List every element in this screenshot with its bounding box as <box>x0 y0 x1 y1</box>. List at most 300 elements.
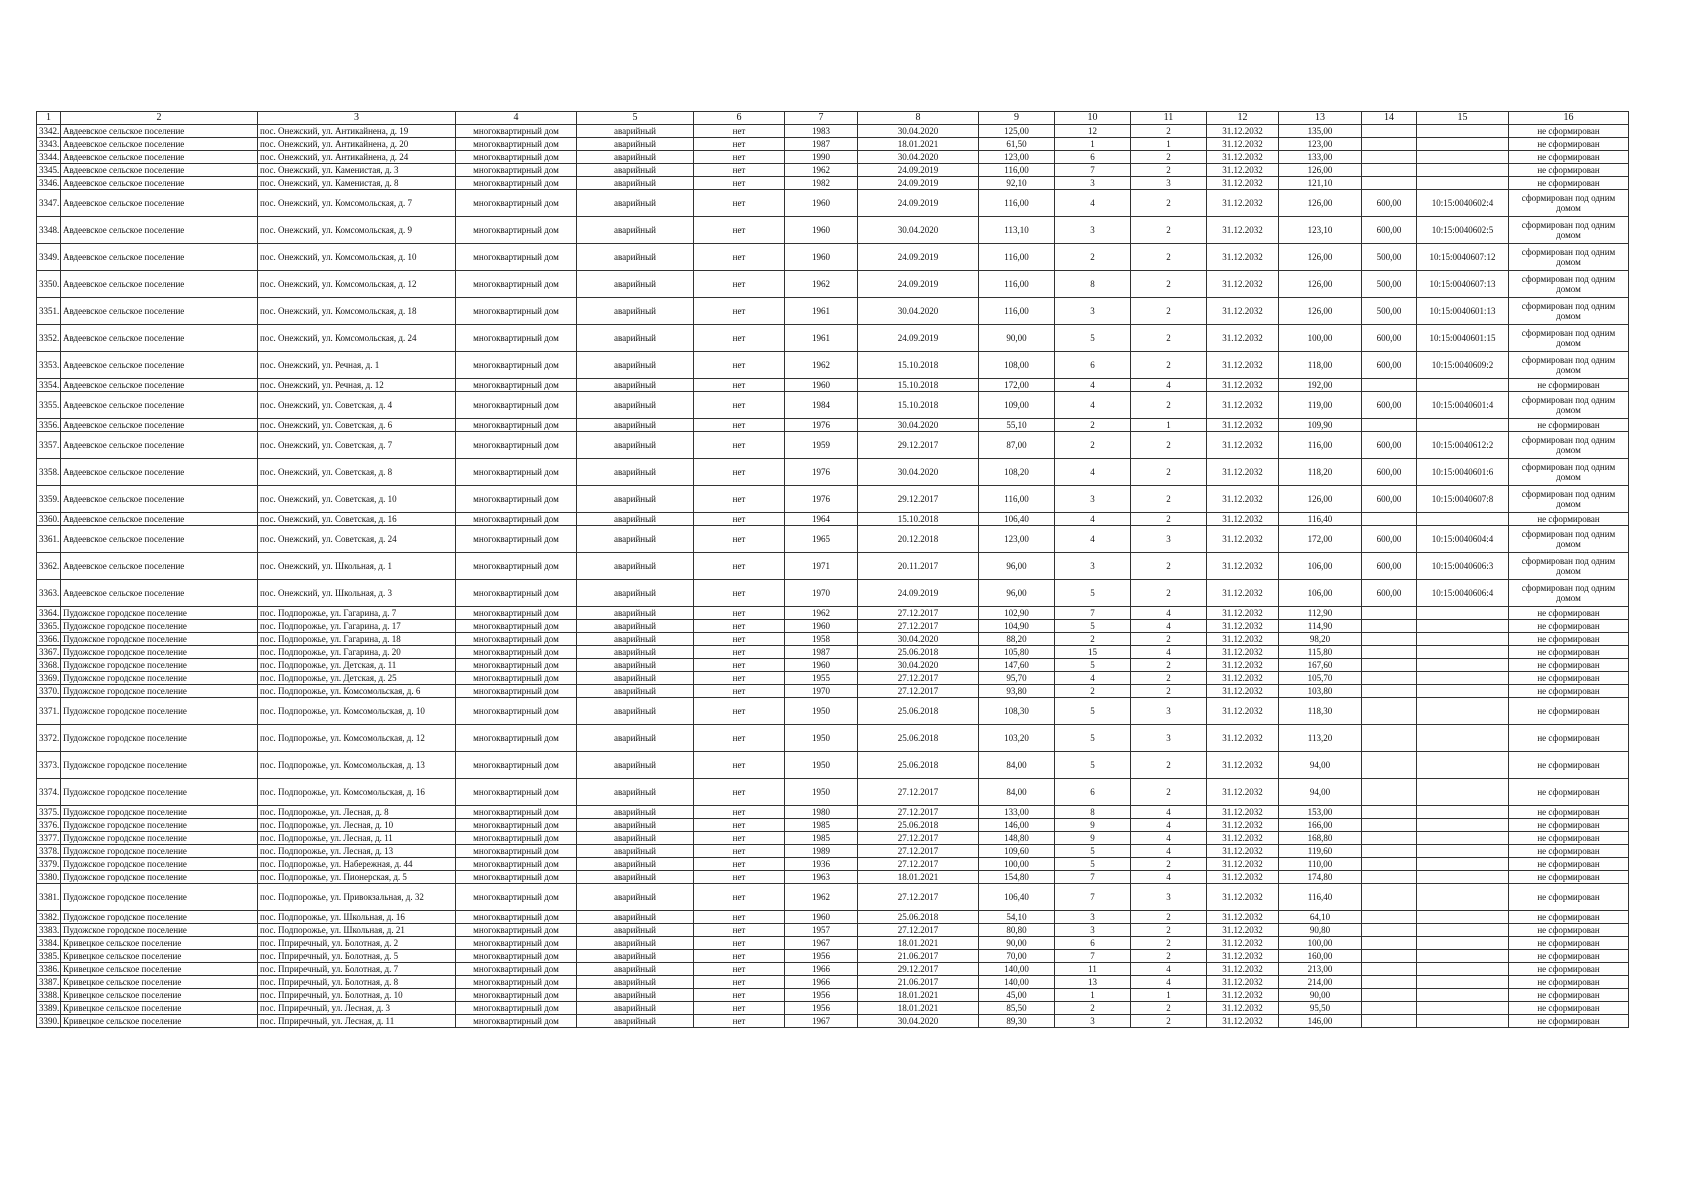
row-number-cell: 3349. <box>37 244 61 271</box>
cadastral-number-cell <box>1417 806 1509 819</box>
year-built-cell: 1985 <box>785 819 858 832</box>
year-built-cell: 1957 <box>785 924 858 937</box>
address-cell: пос. Онежский, ул. Комсомольская, д. 12 <box>258 271 456 298</box>
row-number-cell: 3388. <box>37 989 61 1002</box>
deadline-cell: 31.12.2032 <box>1207 989 1279 1002</box>
building-type-cell: многоквартирный дом <box>456 646 577 659</box>
row-number-cell: 3381. <box>37 884 61 911</box>
land-area-cell: 600,00 <box>1362 217 1417 244</box>
total-area-cell: 100,00 <box>1279 325 1362 352</box>
land-area-cell: 500,00 <box>1362 244 1417 271</box>
flag-cell: нет <box>694 190 785 217</box>
year-built-cell: 1963 <box>785 871 858 884</box>
decision-date-cell: 27.12.2017 <box>858 779 979 806</box>
cadastral-number-cell <box>1417 911 1509 924</box>
decision-date-cell: 30.04.2020 <box>858 459 979 486</box>
apartments-cell: 2 <box>1131 1002 1207 1015</box>
land-status-cell: сформирован под одним домом <box>1509 459 1629 486</box>
building-type-cell: многоквартирный дом <box>456 151 577 164</box>
table-row <box>37 271 1629 298</box>
address-cell: пос. Подпорожье, ул. Комсомольская, д. 12 <box>258 725 456 752</box>
row-number-cell: 3377. <box>37 832 61 845</box>
building-type-cell: многоквартирный дом <box>456 271 577 298</box>
decision-date-cell: 25.06.2018 <box>858 911 979 924</box>
building-type-cell: многоквартирный дом <box>456 752 577 779</box>
cadastral-number-cell <box>1417 963 1509 976</box>
total-area-cell: 90,80 <box>1279 924 1362 937</box>
residents-cell: 4 <box>1055 459 1131 486</box>
land-status-cell: не сформирован <box>1509 845 1629 858</box>
apartments-cell: 4 <box>1131 607 1207 620</box>
table-row <box>37 125 1629 138</box>
total-area-cell: 160,00 <box>1279 950 1362 963</box>
decision-date-cell: 21.06.2017 <box>858 976 979 989</box>
apartments-cell: 3 <box>1131 698 1207 725</box>
residents-cell: 5 <box>1055 580 1131 607</box>
apartments-cell: 3 <box>1131 725 1207 752</box>
settlement-cell: Пудожское городское поселение <box>61 607 258 620</box>
address-cell: пос. Онежский, ул. Советская, д. 24 <box>258 526 456 553</box>
land-status-cell: не сформирован <box>1509 513 1629 526</box>
deadline-cell: 31.12.2032 <box>1207 138 1279 151</box>
settlement-cell: Авдеевское сельское поселение <box>61 298 258 325</box>
column-header-3: 3 <box>258 112 456 125</box>
building-type-cell: многоквартирный дом <box>456 1015 577 1028</box>
total-area-cell: 109,90 <box>1279 419 1362 432</box>
year-built-cell: 1985 <box>785 832 858 845</box>
settlement-cell: Авдеевское сельское поселение <box>61 419 258 432</box>
cadastral-number-cell <box>1417 659 1509 672</box>
flag-cell: нет <box>694 871 785 884</box>
land-status-cell: сформирован под одним домом <box>1509 190 1629 217</box>
column-header-12: 12 <box>1207 112 1279 125</box>
land-area-cell <box>1362 779 1417 806</box>
flag-cell: нет <box>694 325 785 352</box>
decision-date-cell: 27.12.2017 <box>858 845 979 858</box>
land-status-cell: не сформирован <box>1509 685 1629 698</box>
row-number-cell: 3386. <box>37 963 61 976</box>
land-status-cell: сформирован под одним домом <box>1509 298 1629 325</box>
settlement-cell: Пудожское городское поселение <box>61 832 258 845</box>
condition-cell: аварийный <box>577 832 694 845</box>
year-built-cell: 1987 <box>785 646 858 659</box>
decision-date-cell: 18.01.2021 <box>858 138 979 151</box>
year-built-cell: 1960 <box>785 190 858 217</box>
year-built-cell: 1961 <box>785 325 858 352</box>
area-cell: 147,60 <box>979 659 1055 672</box>
deadline-cell: 31.12.2032 <box>1207 190 1279 217</box>
flag-cell: нет <box>694 526 785 553</box>
land-area-cell <box>1362 950 1417 963</box>
land-area-cell: 600,00 <box>1362 190 1417 217</box>
condition-cell: аварийный <box>577 659 694 672</box>
deadline-cell: 31.12.2032 <box>1207 725 1279 752</box>
housing-register-table <box>36 111 1629 1028</box>
row-number-cell: 3378. <box>37 845 61 858</box>
land-area-cell <box>1362 379 1417 392</box>
year-built-cell: 1956 <box>785 950 858 963</box>
cadastral-number-cell <box>1417 845 1509 858</box>
land-area-cell <box>1362 607 1417 620</box>
apartments-cell: 2 <box>1131 352 1207 379</box>
land-status-cell: сформирован под одним домом <box>1509 526 1629 553</box>
building-type-cell: многоквартирный дом <box>456 620 577 633</box>
total-area-cell: 214,00 <box>1279 976 1362 989</box>
apartments-cell: 2 <box>1131 937 1207 950</box>
row-number-cell: 3350. <box>37 271 61 298</box>
area-cell: 54,10 <box>979 911 1055 924</box>
column-header-15: 15 <box>1417 112 1509 125</box>
cadastral-number-cell <box>1417 989 1509 1002</box>
residents-cell: 2 <box>1055 685 1131 698</box>
row-number-cell: 3366. <box>37 633 61 646</box>
deadline-cell: 31.12.2032 <box>1207 685 1279 698</box>
total-area-cell: 126,00 <box>1279 486 1362 513</box>
flag-cell: нет <box>694 580 785 607</box>
apartments-cell: 1 <box>1131 989 1207 1002</box>
condition-cell: аварийный <box>577 884 694 911</box>
decision-date-cell: 30.04.2020 <box>858 217 979 244</box>
land-area-cell <box>1362 858 1417 871</box>
land-area-cell <box>1362 845 1417 858</box>
settlement-cell: Кривецкое сельское поселение <box>61 1015 258 1028</box>
residents-cell: 5 <box>1055 325 1131 352</box>
cadastral-number-cell <box>1417 752 1509 779</box>
table-row <box>37 392 1629 419</box>
condition-cell: аварийный <box>577 432 694 459</box>
apartments-cell: 3 <box>1131 526 1207 553</box>
deadline-cell: 31.12.2032 <box>1207 1002 1279 1015</box>
decision-date-cell: 30.04.2020 <box>858 1015 979 1028</box>
deadline-cell: 31.12.2032 <box>1207 298 1279 325</box>
deadline-cell: 31.12.2032 <box>1207 779 1279 806</box>
decision-date-cell: 24.09.2019 <box>858 580 979 607</box>
cadastral-number-cell <box>1417 419 1509 432</box>
deadline-cell: 31.12.2032 <box>1207 151 1279 164</box>
year-built-cell: 1950 <box>785 752 858 779</box>
apartments-cell: 3 <box>1131 884 1207 911</box>
column-header-5: 5 <box>577 112 694 125</box>
year-built-cell: 1984 <box>785 392 858 419</box>
area-cell: 95,70 <box>979 672 1055 685</box>
settlement-cell: Авдеевское сельское поселение <box>61 352 258 379</box>
settlement-cell: Авдеевское сельское поселение <box>61 190 258 217</box>
land-status-cell: не сформирован <box>1509 151 1629 164</box>
flag-cell: нет <box>694 486 785 513</box>
building-type-cell: многоквартирный дом <box>456 806 577 819</box>
deadline-cell: 31.12.2032 <box>1207 884 1279 911</box>
building-type-cell: многоквартирный дом <box>456 392 577 419</box>
land-area-cell <box>1362 911 1417 924</box>
column-header-1: 1 <box>37 112 61 125</box>
year-built-cell: 1967 <box>785 1015 858 1028</box>
year-built-cell: 1966 <box>785 963 858 976</box>
deadline-cell: 31.12.2032 <box>1207 164 1279 177</box>
year-built-cell: 1960 <box>785 379 858 392</box>
column-header-16: 16 <box>1509 112 1629 125</box>
residents-cell: 3 <box>1055 177 1131 190</box>
cadastral-number-cell: 10:15:0040607:12 <box>1417 244 1509 271</box>
land-area-cell: 600,00 <box>1362 432 1417 459</box>
year-built-cell: 1960 <box>785 217 858 244</box>
decision-date-cell: 27.12.2017 <box>858 924 979 937</box>
address-cell: пос. Подпорожье, ул. Детская, д. 11 <box>258 659 456 672</box>
settlement-cell: Пудожское городское поселение <box>61 871 258 884</box>
area-cell: 93,80 <box>979 685 1055 698</box>
condition-cell: аварийный <box>577 244 694 271</box>
settlement-cell: Пудожское городское поселение <box>61 858 258 871</box>
apartments-cell: 4 <box>1131 819 1207 832</box>
deadline-cell: 31.12.2032 <box>1207 486 1279 513</box>
table-row <box>37 553 1629 580</box>
decision-date-cell: 25.06.2018 <box>858 819 979 832</box>
year-built-cell: 1956 <box>785 1002 858 1015</box>
settlement-cell: Пудожское городское поселение <box>61 672 258 685</box>
building-type-cell: многоквартирный дом <box>456 819 577 832</box>
row-number-cell: 3364. <box>37 607 61 620</box>
building-type-cell: многоквартирный дом <box>456 845 577 858</box>
area-cell: 116,00 <box>979 486 1055 513</box>
area-cell: 140,00 <box>979 963 1055 976</box>
cadastral-number-cell <box>1417 151 1509 164</box>
land-area-cell <box>1362 177 1417 190</box>
area-cell: 172,00 <box>979 379 1055 392</box>
land-status-cell: не сформирован <box>1509 806 1629 819</box>
land-status-cell: не сформирован <box>1509 672 1629 685</box>
area-cell: 123,00 <box>979 151 1055 164</box>
total-area-cell: 118,00 <box>1279 352 1362 379</box>
settlement-cell: Авдеевское сельское поселение <box>61 177 258 190</box>
land-status-cell: не сформирован <box>1509 646 1629 659</box>
flag-cell: нет <box>694 976 785 989</box>
building-type-cell: многоквартирный дом <box>456 432 577 459</box>
total-area-cell: 110,00 <box>1279 858 1362 871</box>
deadline-cell: 31.12.2032 <box>1207 752 1279 779</box>
apartments-cell: 4 <box>1131 620 1207 633</box>
address-cell: пос. Онежский, ул. Советская, д. 4 <box>258 392 456 419</box>
condition-cell: аварийный <box>577 725 694 752</box>
area-cell: 116,00 <box>979 298 1055 325</box>
flag-cell: нет <box>694 459 785 486</box>
deadline-cell: 31.12.2032 <box>1207 177 1279 190</box>
building-type-cell: многоквартирный дом <box>456 698 577 725</box>
address-cell: пос. Подпорожье, ул. Лесная, д. 10 <box>258 819 456 832</box>
total-area-cell: 98,20 <box>1279 633 1362 646</box>
flag-cell: нет <box>694 672 785 685</box>
land-area-cell <box>1362 989 1417 1002</box>
row-number-cell: 3385. <box>37 950 61 963</box>
row-number-cell: 3390. <box>37 1015 61 1028</box>
building-type-cell: многоквартирный дом <box>456 685 577 698</box>
building-type-cell: многоквартирный дом <box>456 672 577 685</box>
total-area-cell: 126,00 <box>1279 298 1362 325</box>
flag-cell: нет <box>694 659 785 672</box>
land-status-cell: не сформирован <box>1509 164 1629 177</box>
land-status-cell: не сформирован <box>1509 937 1629 950</box>
row-number-cell: 3389. <box>37 1002 61 1015</box>
area-cell: 113,10 <box>979 217 1055 244</box>
apartments-cell: 2 <box>1131 271 1207 298</box>
deadline-cell: 31.12.2032 <box>1207 513 1279 526</box>
land-status-cell: не сформирован <box>1509 832 1629 845</box>
residents-cell: 4 <box>1055 392 1131 419</box>
settlement-cell: Авдеевское сельское поселение <box>61 553 258 580</box>
residents-cell: 2 <box>1055 1002 1131 1015</box>
total-area-cell: 119,00 <box>1279 392 1362 419</box>
land-area-cell <box>1362 963 1417 976</box>
residents-cell: 5 <box>1055 725 1131 752</box>
column-header-14: 14 <box>1362 112 1417 125</box>
deadline-cell: 31.12.2032 <box>1207 963 1279 976</box>
address-cell: пос. Пприречный, ул. Болотная, д. 5 <box>258 950 456 963</box>
residents-cell: 7 <box>1055 950 1131 963</box>
row-number-cell: 3363. <box>37 580 61 607</box>
decision-date-cell: 15.10.2018 <box>858 392 979 419</box>
total-area-cell: 113,20 <box>1279 725 1362 752</box>
decision-date-cell: 27.12.2017 <box>858 858 979 871</box>
area-cell: 96,00 <box>979 580 1055 607</box>
row-number-cell: 3382. <box>37 911 61 924</box>
row-number-cell: 3368. <box>37 659 61 672</box>
row-number-cell: 3342. <box>37 125 61 138</box>
column-header-11: 11 <box>1131 112 1207 125</box>
deadline-cell: 31.12.2032 <box>1207 432 1279 459</box>
area-cell: 116,00 <box>979 271 1055 298</box>
deadline-cell: 31.12.2032 <box>1207 352 1279 379</box>
total-area-cell: 112,90 <box>1279 607 1362 620</box>
deadline-cell: 31.12.2032 <box>1207 950 1279 963</box>
address-cell: пос. Подпорожье, ул. Привокзальная, д. 32 <box>258 884 456 911</box>
address-cell: пос. Онежский, ул. Комсомольская, д. 10 <box>258 244 456 271</box>
area-cell: 109,00 <box>979 392 1055 419</box>
land-status-cell: не сформирован <box>1509 976 1629 989</box>
row-number-cell: 3387. <box>37 976 61 989</box>
decision-date-cell: 30.04.2020 <box>858 298 979 325</box>
column-header-9: 9 <box>979 112 1055 125</box>
area-cell: 84,00 <box>979 752 1055 779</box>
year-built-cell: 1962 <box>785 884 858 911</box>
area-cell: 84,00 <box>979 779 1055 806</box>
settlement-cell: Кривецкое сельское поселение <box>61 937 258 950</box>
column-header-4: 4 <box>456 112 577 125</box>
land-status-cell: не сформирован <box>1509 138 1629 151</box>
address-cell: пос. Онежский, ул. Советская, д. 8 <box>258 459 456 486</box>
row-number-cell: 3367. <box>37 646 61 659</box>
flag-cell: нет <box>694 752 785 779</box>
cadastral-number-cell: 10:15:0040601:15 <box>1417 325 1509 352</box>
year-built-cell: 1962 <box>785 271 858 298</box>
flag-cell: нет <box>694 911 785 924</box>
land-area-cell <box>1362 1015 1417 1028</box>
building-type-cell: многоквартирный дом <box>456 659 577 672</box>
row-number-cell: 3358. <box>37 459 61 486</box>
building-type-cell: многоквартирный дом <box>456 963 577 976</box>
year-built-cell: 1976 <box>785 486 858 513</box>
row-number-cell: 3383. <box>37 924 61 937</box>
total-area-cell: 119,60 <box>1279 845 1362 858</box>
cadastral-number-cell: 10:15:0040604:4 <box>1417 526 1509 553</box>
cadastral-number-cell <box>1417 950 1509 963</box>
total-area-cell: 166,00 <box>1279 819 1362 832</box>
address-cell: пос. Пприречный, ул. Болотная, д. 8 <box>258 976 456 989</box>
land-area-cell <box>1362 646 1417 659</box>
land-area-cell: 500,00 <box>1362 271 1417 298</box>
residents-cell: 3 <box>1055 924 1131 937</box>
flag-cell: нет <box>694 858 785 871</box>
land-status-cell: сформирован под одним домом <box>1509 580 1629 607</box>
flag-cell: нет <box>694 963 785 976</box>
year-built-cell: 1962 <box>785 352 858 379</box>
table-row <box>37 976 1629 989</box>
building-type-cell: многоквартирный дом <box>456 513 577 526</box>
deadline-cell: 31.12.2032 <box>1207 244 1279 271</box>
flag-cell: нет <box>694 989 785 1002</box>
table-row <box>37 190 1629 217</box>
total-area-cell: 192,00 <box>1279 379 1362 392</box>
address-cell: пос. Подпорожье, ул. Гагарина, д. 18 <box>258 633 456 646</box>
condition-cell: аварийный <box>577 858 694 871</box>
land-status-cell: не сформирован <box>1509 620 1629 633</box>
year-built-cell: 1955 <box>785 672 858 685</box>
area-cell: 70,00 <box>979 950 1055 963</box>
residents-cell: 6 <box>1055 151 1131 164</box>
table-row <box>37 432 1629 459</box>
land-area-cell <box>1362 924 1417 937</box>
condition-cell: аварийный <box>577 513 694 526</box>
table-row <box>37 459 1629 486</box>
area-cell: 90,00 <box>979 937 1055 950</box>
land-status-cell: не сформирован <box>1509 125 1629 138</box>
row-number-cell: 3360. <box>37 513 61 526</box>
flag-cell: нет <box>694 177 785 190</box>
land-status-cell: не сформирован <box>1509 419 1629 432</box>
table-row <box>37 924 1629 937</box>
building-type-cell: многоквартирный дом <box>456 937 577 950</box>
address-cell: пос. Онежский, ул. Советская, д. 7 <box>258 432 456 459</box>
address-cell: пос. Подпорожье, ул. Пионерская, д. 5 <box>258 871 456 884</box>
area-cell: 148,80 <box>979 832 1055 845</box>
flag-cell: нет <box>694 271 785 298</box>
total-area-cell: 100,00 <box>1279 937 1362 950</box>
total-area-cell: 64,10 <box>1279 911 1362 924</box>
residents-cell: 9 <box>1055 819 1131 832</box>
year-built-cell: 1965 <box>785 526 858 553</box>
settlement-cell: Пудожское городское поселение <box>61 806 258 819</box>
condition-cell: аварийный <box>577 459 694 486</box>
building-type-cell: многоквартирный дом <box>456 607 577 620</box>
total-area-cell: 146,00 <box>1279 1015 1362 1028</box>
cadastral-number-cell <box>1417 858 1509 871</box>
address-cell: пос. Онежский, ул. Комсомольская, д. 24 <box>258 325 456 352</box>
decision-date-cell: 20.12.2018 <box>858 526 979 553</box>
decision-date-cell: 29.12.2017 <box>858 432 979 459</box>
residents-cell: 3 <box>1055 553 1131 580</box>
land-status-cell: не сформирован <box>1509 1002 1629 1015</box>
table-row <box>37 486 1629 513</box>
condition-cell: аварийный <box>577 164 694 177</box>
building-type-cell: многоквартирный дом <box>456 580 577 607</box>
apartments-cell: 2 <box>1131 659 1207 672</box>
table-row <box>37 138 1629 151</box>
building-type-cell: многоквартирный дом <box>456 871 577 884</box>
land-status-cell: сформирован под одним домом <box>1509 432 1629 459</box>
total-area-cell: 95,50 <box>1279 1002 1362 1015</box>
flag-cell: нет <box>694 646 785 659</box>
building-type-cell: многоквартирный дом <box>456 1002 577 1015</box>
apartments-cell: 4 <box>1131 871 1207 884</box>
land-area-cell: 600,00 <box>1362 553 1417 580</box>
table-row <box>37 806 1629 819</box>
